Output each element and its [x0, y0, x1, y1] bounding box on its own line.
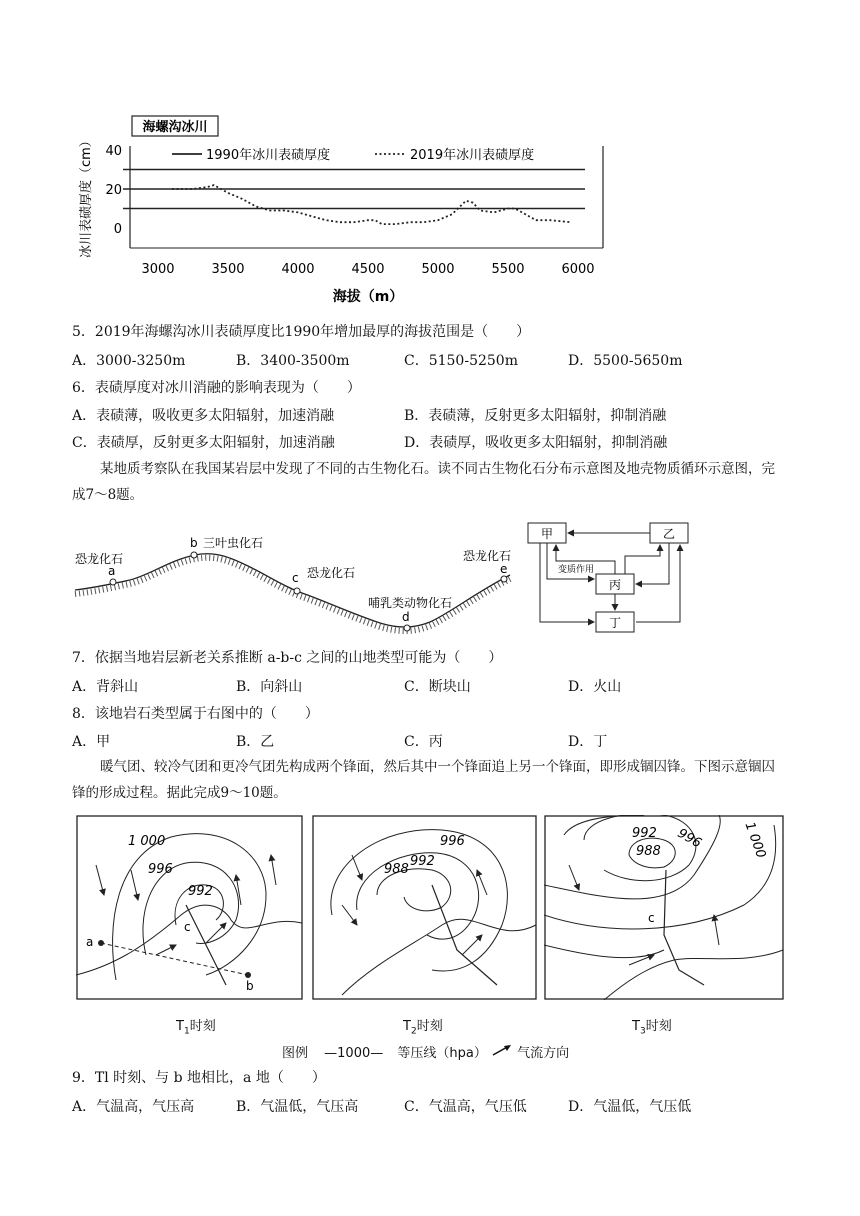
- rock-cycle-svg: [520, 516, 700, 638]
- t1-caption-t: T: [176, 1019, 184, 1034]
- x-tick-4500: 4500: [351, 262, 385, 277]
- q6-option-a[interactable]: A．表碛薄，吸收更多太阳辐射，加速消融: [72, 408, 335, 424]
- map-t1-frame: [77, 816, 302, 999]
- point-a-letter: a: [108, 564, 116, 578]
- terrain-hatching: [75, 558, 510, 631]
- t1-caption-text: 时刻: [189, 1019, 216, 1034]
- point-c-letter: c: [292, 571, 299, 585]
- t3-caption: [632, 1015, 672, 1037]
- t3-caption-sub: 3: [639, 1026, 646, 1037]
- map-t1-svg: [76, 815, 303, 1000]
- point-d-letter: d: [402, 610, 410, 624]
- t1-caption-sub: 1: [183, 1026, 190, 1037]
- q8-option-a[interactable]: A．甲: [72, 734, 111, 750]
- map-legend: [282, 1042, 569, 1061]
- t3-isobar-label-1000: 1 000: [741, 820, 769, 861]
- map-t3-svg: [544, 815, 784, 1000]
- t2-isobar-label-992: 992: [410, 854, 435, 869]
- x-tick-5500: 5500: [491, 262, 525, 277]
- q5-option-c[interactable]: C．5150-5250m: [404, 353, 518, 369]
- y-tick-20: 20: [105, 183, 122, 198]
- q6-option-c[interactable]: C．表碛厚，反射更多太阳辐射，加速消融: [72, 435, 335, 451]
- x-tick-5000: 5000: [421, 262, 455, 277]
- arrow-yi-bing: [636, 543, 669, 584]
- chart-ylabel: 冰川表碛厚度（cm）: [79, 134, 94, 258]
- legend-flow-desc: 气流方向: [517, 1046, 570, 1061]
- t3-label-c: c: [648, 911, 655, 925]
- box-ding-label: 丁: [608, 616, 622, 630]
- t1-isobar-label-1000: 1 000: [128, 834, 166, 849]
- legend-isobar-sample: —1000—: [324, 1046, 384, 1061]
- q8-stem: 8．该地岩石类型属于右图中的（ ）: [72, 706, 319, 722]
- fossil-a-label: 恐龙化石: [75, 552, 124, 566]
- q9-option-b[interactable]: B．气温低，气压高: [236, 1099, 359, 1115]
- map-t2: [312, 815, 537, 1000]
- fossil-profile: [70, 525, 515, 640]
- metamorphism-label: 变质作用: [558, 565, 595, 575]
- t3-caption-text: 时刻: [645, 1019, 672, 1034]
- chart-xlabel: 海拔（m）: [332, 289, 404, 305]
- intro-7-8: 某地质考察队在我国某岩层中发现了不同的古生物化石。读不同古生物化石分布示意图及地壳物质循环示意图，完成7～8题。: [72, 461, 775, 503]
- t2-isobar-label-988: 988: [384, 862, 409, 877]
- t2-caption-t: T: [403, 1019, 411, 1034]
- q7-option-a[interactable]: A．背斜山: [72, 679, 139, 695]
- q9-option-d[interactable]: D．气温低，气压低: [568, 1099, 692, 1115]
- fossil-d-label: 哺乳类动物化石: [368, 596, 453, 610]
- intro-9-10: 暖气团、较冷气团和更冷气团先构成两个锋面，然后其中一个锋面追上另一个锋面，即形成锢囚锋。下图示意锢囚锋的形成过程。据此完成9～10题。: [72, 759, 775, 801]
- q8-option-d[interactable]: D．丁: [568, 734, 608, 750]
- x-tick-6000: 6000: [561, 262, 595, 277]
- q9-option-c[interactable]: C．气温高，气压低: [404, 1099, 527, 1115]
- t1-isobar-label-992: 992: [188, 884, 213, 899]
- q5-option-a[interactable]: A．3000-3250m: [72, 353, 186, 369]
- q7-option-d[interactable]: D．火山: [568, 679, 622, 695]
- t1-label-b: b: [246, 979, 254, 993]
- x-tick-3500: 3500: [211, 262, 245, 277]
- map-t3: [544, 815, 784, 1000]
- fossil-b-label: 三叶虫化石: [203, 536, 264, 550]
- map-t1: [76, 815, 303, 1000]
- point-b-letter: b: [190, 536, 198, 550]
- t3-isobar-label-996: 996: [674, 825, 704, 852]
- q8-option-c[interactable]: C．丙: [404, 734, 443, 750]
- q7-stem: 7．依据当地岩层新老关系推断 a-b-c 之间的山地类型可能为（ ）: [72, 650, 503, 666]
- legend-isobar-desc: 等压线（hpa）: [397, 1046, 487, 1061]
- x-tick-4000: 4000: [281, 262, 315, 277]
- map-t2-frame: [313, 816, 536, 999]
- box-jia-label: 甲: [540, 527, 554, 541]
- box-yi-label: 乙: [662, 527, 676, 541]
- t1-point-a: [98, 940, 104, 946]
- x-tick-3000: 3000: [141, 262, 175, 277]
- q8-option-b[interactable]: B．乙: [236, 734, 275, 750]
- chart-title: 海螺沟冰川: [142, 120, 208, 135]
- terrain-line: [75, 554, 510, 627]
- series-2019-line: [172, 185, 571, 224]
- q6-stem: 6．表碛厚度对冰川消融的影响表现为（ ）: [72, 380, 361, 396]
- point-c-marker: [294, 588, 300, 594]
- flow-arrow-icon: [491, 1043, 513, 1061]
- point-e-letter: e: [500, 562, 508, 576]
- t1-label-c: c: [184, 920, 191, 934]
- box-bing-label: 丙: [608, 578, 622, 592]
- q9-option-a[interactable]: A．气温高，气压高: [72, 1099, 195, 1115]
- t2-caption-text: 时刻: [416, 1019, 443, 1034]
- t3-caption-t: T: [632, 1019, 640, 1034]
- q7-option-b[interactable]: B．向斜山: [236, 679, 303, 695]
- legend-dotted-label: 2019年冰川表碛厚度: [410, 148, 535, 163]
- fossil-profile-svg: [70, 525, 515, 640]
- t2-caption-sub: 2: [410, 1026, 417, 1037]
- t2-isobar-label-996: 996: [440, 834, 465, 849]
- map-t2-svg: [312, 815, 537, 1000]
- point-d-marker: [404, 625, 410, 631]
- y-tick-40: 40: [105, 144, 122, 159]
- t2-caption: [403, 1015, 443, 1037]
- q6-option-b[interactable]: B．表碛薄，反射更多太阳辐射，抑制消融: [404, 408, 667, 424]
- point-e-marker: [501, 576, 507, 582]
- t1-point-b: [245, 972, 251, 978]
- legend-prefix: 图例: [282, 1046, 309, 1061]
- point-a-marker: [110, 579, 116, 585]
- q5-option-d[interactable]: D．5500-5650m: [568, 353, 683, 369]
- q5-stem: 5．2019年海螺沟冰川表碛厚度比1990年增加最厚的海拔范围是（ ）: [72, 324, 531, 340]
- t3-isobar-label-988: 988: [636, 844, 661, 859]
- legend-solid-label: 1990年冰川表碛厚度: [206, 148, 331, 163]
- fossil-e-label: 恐龙化石: [463, 549, 512, 563]
- glacier-chart-svg: [70, 108, 630, 313]
- arrow-bing-yi: [625, 545, 660, 574]
- q6-option-d[interactable]: D．表碛厚，吸收更多太阳辐射，抑制消融: [404, 435, 668, 451]
- rock-cycle-diagram: [520, 516, 700, 638]
- q7-option-c[interactable]: C．断块山: [404, 679, 471, 695]
- arrow-jia-ding: [540, 543, 594, 622]
- fossil-c-label: 恐龙化石: [307, 566, 356, 580]
- t1-isobar-label-996: 996: [148, 862, 173, 877]
- t1-caption: [176, 1015, 216, 1037]
- q5-option-b[interactable]: B．3400-3500m: [236, 353, 350, 369]
- point-b-marker: [191, 552, 197, 558]
- q9-stem: 9．Tl 时刻、与 b 地相比，a 地（ ）: [72, 1070, 326, 1086]
- glacier-chart: [70, 108, 630, 313]
- t3-isobar-label-992: 992: [632, 826, 657, 841]
- t1-label-a: a: [86, 935, 94, 949]
- y-tick-0: 0: [113, 222, 122, 237]
- map-t3-frame: [545, 816, 783, 999]
